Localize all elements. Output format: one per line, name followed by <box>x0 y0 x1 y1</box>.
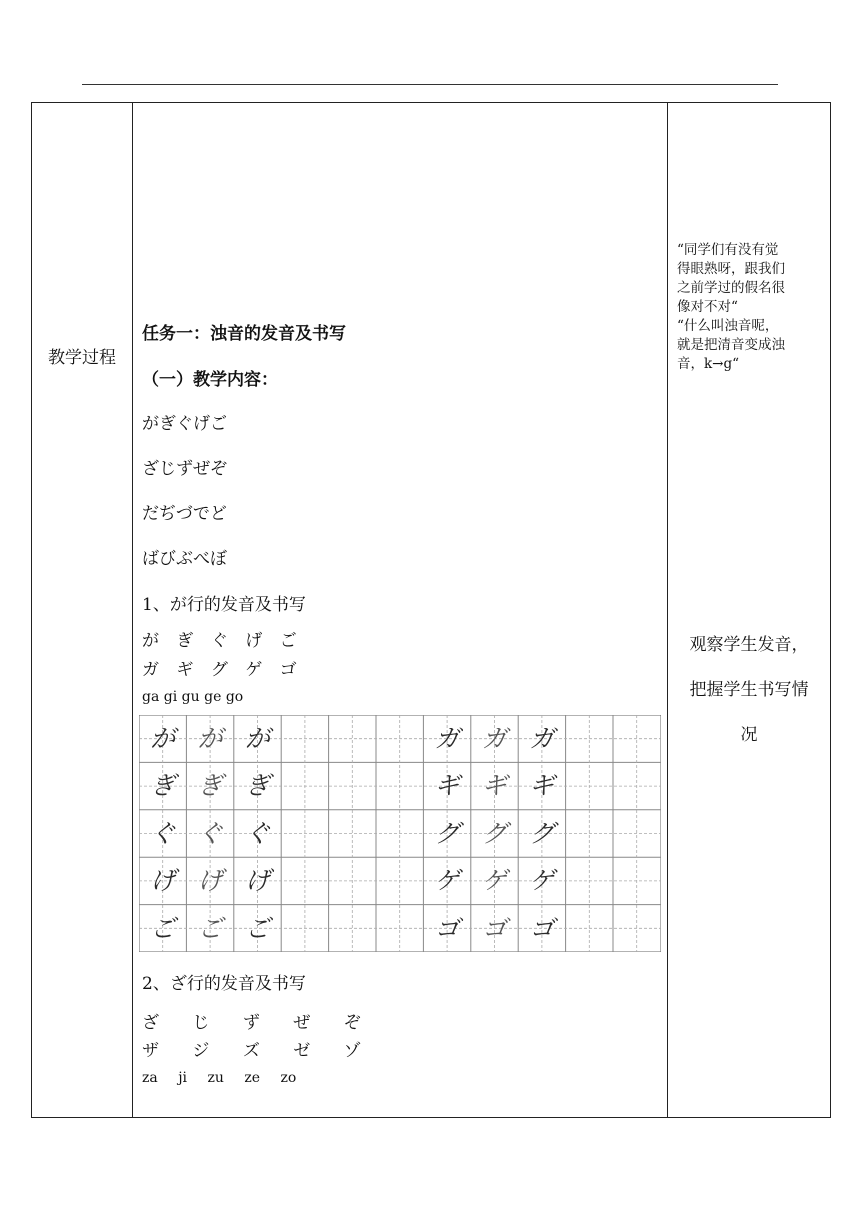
practice-katakana: ギ <box>481 771 507 801</box>
practice-hiragana: ぎ <box>197 771 223 801</box>
row-label: 教学过程 <box>48 348 116 368</box>
header-rule <box>82 84 778 85</box>
practice-hiragana: ぎ <box>150 771 176 801</box>
kana-row: だぢづでど <box>142 504 227 524</box>
practice-katakana: ガ <box>529 724 555 753</box>
teacher-note: “同学们有没有觉 得眼熟呀，跟我们 之前学过的假名很 像对不对“ “什么叫浊音呢， 就是把清音变成浊 音，k→g“ <box>677 242 785 372</box>
practice-hiragana: ぎ <box>244 771 270 801</box>
lesson-table <box>31 102 831 1118</box>
hiragana-line: ざ じ ず ぜ ぞ <box>142 1013 375 1033</box>
kana-row: がぎぐげご <box>142 414 227 434</box>
hiragana-line: が ぎ ぐ げ ご <box>142 631 303 651</box>
romaji-line: za ji zu ze zo <box>142 1070 297 1086</box>
practice-katakana: ゲ <box>529 866 555 896</box>
practice-katakana: ガ <box>481 724 507 753</box>
practice-hiragana: ご <box>197 913 223 943</box>
column-divider <box>132 103 133 1117</box>
task-title: 任务一：浊音的发音及书写 <box>142 324 346 344</box>
practice-hiragana: が <box>197 724 223 753</box>
practice-hiragana: が <box>150 724 176 753</box>
practice-hiragana: ぐ <box>197 818 223 848</box>
practice-hiragana: ぐ <box>244 818 270 848</box>
practice-katakana: グ <box>529 818 555 848</box>
practice-katakana: ギ <box>529 771 555 801</box>
column-divider <box>667 103 668 1117</box>
katakana-line: ガ ギ グ ゲ ゴ <box>142 660 303 680</box>
practice-hiragana: が <box>244 724 270 753</box>
observation-note: 观察学生发音， 把握学生书写情 况 <box>689 635 809 745</box>
writing-practice-grid <box>139 715 661 952</box>
practice-katakana: グ <box>434 818 460 848</box>
practice-hiragana: ぐ <box>150 818 176 848</box>
practice-katakana: ギ <box>434 771 460 801</box>
practice-katakana: ガ <box>434 724 460 753</box>
kana-row: ばびぶべぼ <box>142 549 227 569</box>
kana-row: ざじずぜぞ <box>142 459 227 479</box>
katakana-line: ザ ジ ズ ゼ ゾ <box>142 1041 375 1061</box>
subsection-title: 1、が行的发音及书写 <box>142 595 306 615</box>
practice-katakana: グ <box>481 818 507 848</box>
practice-hiragana: げ <box>197 866 223 896</box>
practice-katakana: ゴ <box>529 913 555 943</box>
section-title: （一）教学内容： <box>142 370 278 390</box>
practice-katakana: ゴ <box>481 913 507 943</box>
romaji-line: ga gi gu ge go <box>142 689 244 705</box>
practice-hiragana: げ <box>244 866 270 896</box>
practice-hiragana: ご <box>150 913 176 943</box>
practice-katakana: ゲ <box>434 866 460 896</box>
practice-katakana: ゴ <box>434 913 460 943</box>
practice-hiragana: げ <box>150 866 176 896</box>
practice-hiragana: ご <box>244 913 270 943</box>
subsection-title: 2、ざ行的发音及书写 <box>142 974 306 994</box>
practice-katakana: ゲ <box>481 866 507 896</box>
